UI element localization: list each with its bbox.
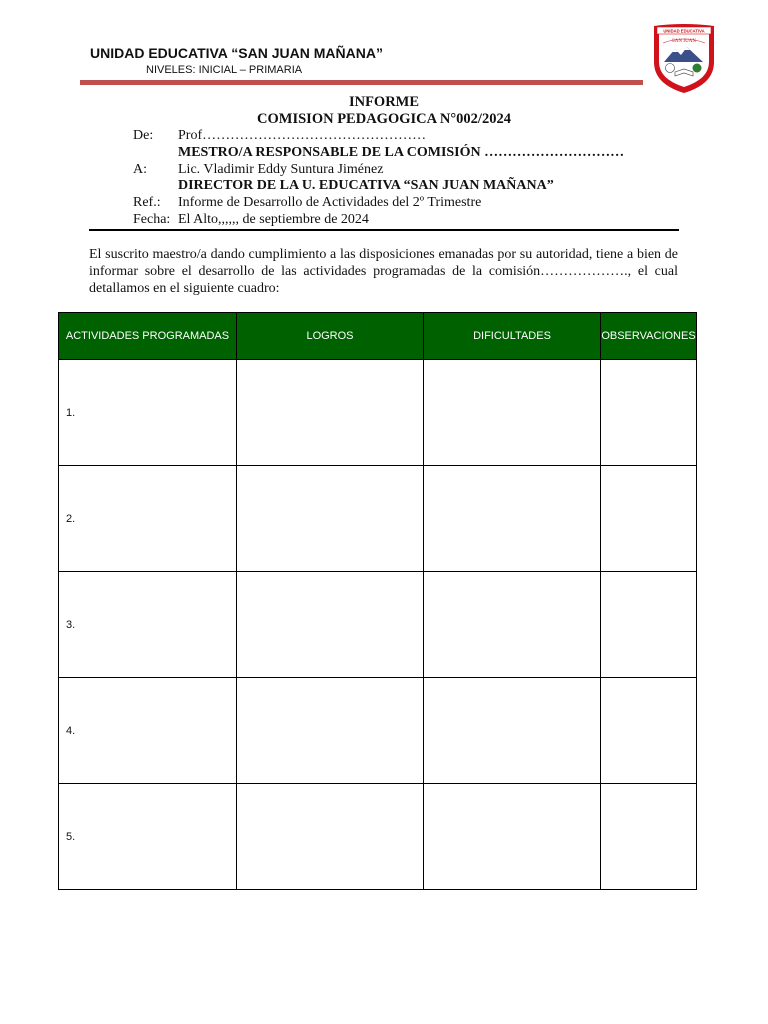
a-role-row bbox=[133, 178, 624, 195]
observaciones-cell[interactable] bbox=[601, 678, 697, 784]
a-role: DIRECTOR DE LA U. EDUCATIVA “SAN JUAN MAÑANA” bbox=[178, 178, 554, 194]
ref-value: Informe de Desarrollo de Actividades del 2º Trimestre bbox=[178, 195, 482, 211]
svg-text:SAN JUAN: SAN JUAN bbox=[671, 39, 697, 44]
logros-cell[interactable] bbox=[237, 466, 424, 572]
table-row bbox=[59, 360, 697, 466]
header-logros: LOGROS bbox=[237, 313, 424, 360]
row-number: 4. bbox=[59, 678, 237, 784]
logros-cell[interactable] bbox=[237, 572, 424, 678]
body-paragraph: El suscrito maestro/a dando cumplimiento a las disposiciones emanadas por su autoridad, tiene a bien de informar sobre el desarrollo de las actividades programadas de la comisión………………., el cual detallamos en el siguiente cuadro: bbox=[89, 247, 678, 296]
a-label: A: bbox=[133, 161, 147, 177]
a-value: Lic. Vladimir Eddy Suntura Jiménez bbox=[178, 161, 384, 177]
dificultades-cell[interactable] bbox=[424, 466, 601, 572]
table-row bbox=[59, 678, 697, 784]
dificultades-cell[interactable] bbox=[424, 360, 601, 466]
logros-cell[interactable] bbox=[237, 360, 424, 466]
fecha-value: El Alto,,,,,, de septiembre de 2024 bbox=[178, 211, 369, 227]
school-levels: NIVELES: INICIAL – PRIMARIA bbox=[146, 64, 303, 76]
svg-text:UNIDAD EDUCATIVA: UNIDAD EDUCATIVA bbox=[663, 28, 705, 34]
observaciones-cell[interactable] bbox=[601, 784, 697, 890]
de-row bbox=[133, 128, 624, 145]
ref-row bbox=[133, 195, 624, 212]
memo-header bbox=[133, 128, 624, 229]
observaciones-cell[interactable] bbox=[601, 360, 697, 466]
a-row bbox=[133, 162, 624, 179]
row-number: 2. bbox=[59, 466, 237, 572]
header-actividades: ACTIVIDADES PROGRAMADAS bbox=[59, 313, 237, 360]
logros-cell[interactable] bbox=[237, 784, 424, 890]
logros-cell[interactable] bbox=[237, 678, 424, 784]
observaciones-cell[interactable] bbox=[601, 466, 697, 572]
de-role: MESTRO/A RESPONSABLE DE LA COMISIÓN ………………………… bbox=[178, 144, 625, 160]
de-label: De: bbox=[133, 128, 154, 143]
de-role-row bbox=[133, 145, 624, 162]
school-name: UNIDAD EDUCATIVA “SAN JUAN MAÑANA” bbox=[90, 45, 383, 61]
document-title: INFORME bbox=[348, 94, 420, 110]
dificultades-cell[interactable] bbox=[424, 678, 601, 784]
table-row bbox=[59, 572, 697, 678]
table-row bbox=[59, 466, 697, 572]
ref-label: Ref.: bbox=[133, 195, 161, 211]
activities-table bbox=[58, 312, 697, 890]
row-number: 1. bbox=[59, 360, 237, 466]
row-number: 5. bbox=[59, 784, 237, 890]
observaciones-cell[interactable] bbox=[601, 572, 697, 678]
dificultades-cell[interactable] bbox=[424, 784, 601, 890]
memo-divider bbox=[89, 229, 679, 231]
table-row bbox=[59, 784, 697, 890]
school-logo bbox=[651, 22, 717, 94]
header-rule bbox=[80, 80, 643, 85]
de-value: Prof………………………………………… bbox=[178, 128, 427, 143]
header-observaciones: OBSERVACIONES bbox=[601, 313, 697, 360]
header-dificultades: DIFICULTADES bbox=[424, 313, 601, 360]
fecha-label: Fecha: bbox=[133, 211, 171, 227]
fecha-row bbox=[133, 212, 624, 229]
row-number: 3. bbox=[59, 572, 237, 678]
table-header-row bbox=[59, 313, 697, 360]
document-subtitle: COMISION PEDAGOGICA N°002/2024 bbox=[257, 111, 511, 127]
dificultades-cell[interactable] bbox=[424, 572, 601, 678]
